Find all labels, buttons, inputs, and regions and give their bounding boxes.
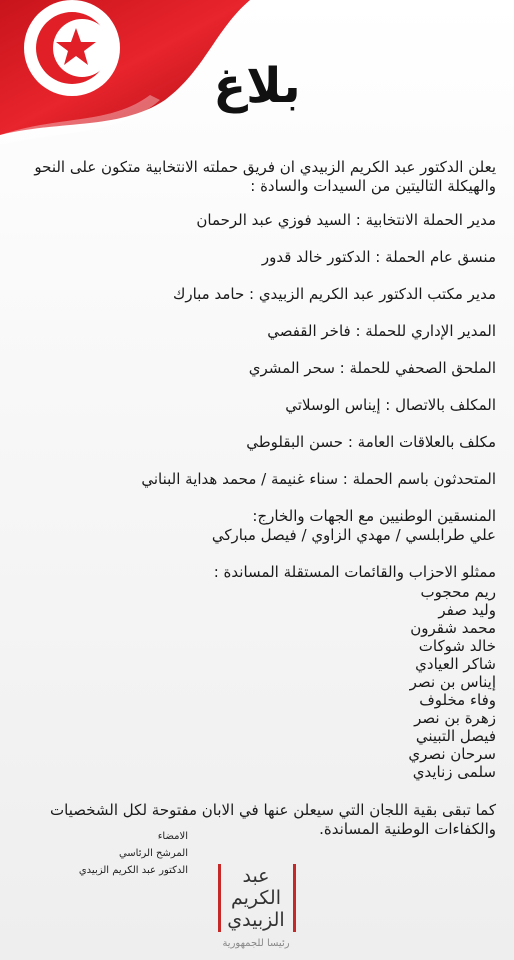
list-item: ريم محجوب [420, 583, 496, 601]
list-item: محمد شقرون [410, 619, 496, 637]
coordinators-section [14, 507, 496, 545]
list-item: زهرة بن نصر [414, 709, 496, 727]
role-line: المتحدثون باسم الحملة : سناء غنيمة / محمد هداية البناني [141, 470, 496, 488]
role-line: مدير الحملة الانتخابية : السيد فوزي عبد الرحمان [196, 211, 496, 229]
list-item: وفاء مخلوف [419, 691, 496, 709]
logo-tagline: رئيسا للجمهورية [222, 938, 290, 949]
signature-name: الدكتور عبد الكريم الزبيدي [78, 865, 188, 876]
role-line: الملحق الصحفي للحملة : سحر المشري [248, 359, 496, 377]
page-title: بلاغ [213, 58, 301, 114]
closing-paragraph: كما تبقى بقية اللجان التي سيعلن عنها في الابان مفتوحة لكل الشخصيات والكفاءات الوطنية المساندة. [50, 801, 496, 838]
intro-paragraph: يعلن الدكتور عبد الكريم الزبيدي ان فريق حملته الانتخابية متكون على النحو والهيكلة التاليتين من السيدات والسادة : [34, 158, 496, 195]
logo-line-1: عبد [242, 865, 270, 887]
role-line: مكلف بالعلاقات العامة : حسن البقلوطي [246, 433, 496, 451]
parties-heading: ممثلو الاحزاب والقائمات المستقلة المساندة : [213, 563, 496, 581]
coordinators-heading: المنسقين الوطنيين مع الجهات والخارج: [252, 507, 496, 525]
announcement-body [14, 158, 496, 854]
list-item: إيناس بن نصر [409, 673, 496, 691]
list-item: شاكر العيادي [415, 655, 496, 673]
signature-role: المرشح الرئاسي [118, 848, 188, 859]
coordinators-names: علي طرابلسي / مهدي الزاوي / فيصل مباركي [211, 526, 496, 544]
logo-line-3: الزبيدي [227, 909, 285, 931]
logo-line-2: الكريم [231, 887, 281, 909]
list-item: وليد صفر [438, 601, 496, 619]
role-line: المكلف بالاتصال : إيناس الوسلاتي [285, 396, 496, 414]
role-line: منسق عام الحملة : الدكتور خالد قدور [261, 248, 496, 266]
signature-label: الامضاء [157, 831, 188, 842]
list-item: خالد شوكات [418, 637, 496, 655]
list-item: سرحان نصري [408, 745, 496, 763]
list-item: سلمى زنايدي [412, 763, 496, 781]
role-line: مدير مكتب الدكتور عبد الكريم الزبيدي : حامد مبارك [172, 285, 496, 303]
parties-section [14, 563, 496, 781]
campaign-logo [196, 860, 316, 955]
list-item: فيصل التبيني [415, 727, 496, 745]
signature-block [28, 829, 188, 880]
role-line: المدير الإداري للحملة : فاخر القفصي [267, 322, 496, 340]
